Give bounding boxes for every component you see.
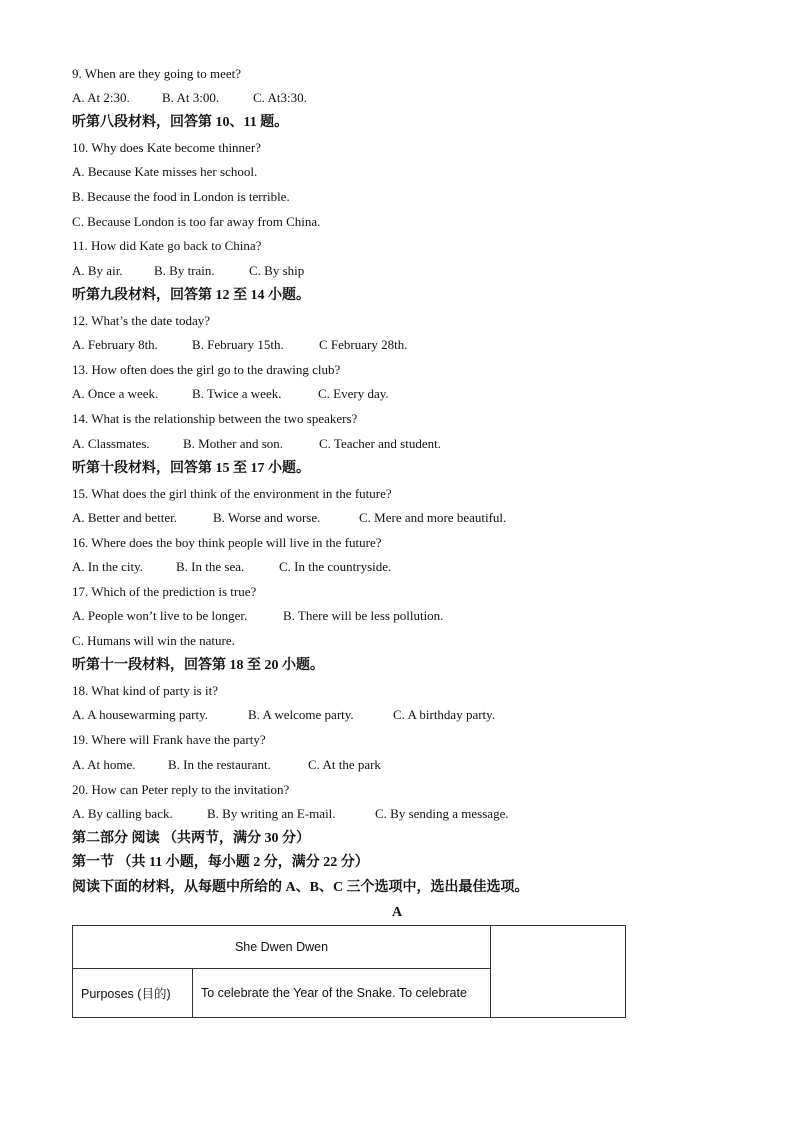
section-heading: 第二部分 阅读 （共两节，满分 30 分） xyxy=(72,831,310,846)
option-1-2: C. At3:30. xyxy=(253,90,307,105)
option-20-0: A. In the city. xyxy=(72,559,143,574)
option-8-0: A. By air. xyxy=(72,263,123,278)
question-line: 18. What kind of party is it? xyxy=(72,683,218,698)
question-line: 13. How often does the girl go to the drawing club? xyxy=(72,362,341,377)
option-1-0: A. At 2:30. xyxy=(72,90,130,105)
section-heading: 听第九段材料，回答第 12 至 14 小题。 xyxy=(72,288,310,303)
question-line: C. Because London is too far away from China. xyxy=(72,214,321,229)
table-row-label: Purposes (目的) xyxy=(73,969,193,1018)
question-line: C. Humans will win the nature. xyxy=(72,633,235,648)
option-13-1: B. Twice a week. xyxy=(192,386,282,401)
option-15-2: C. Teacher and student. xyxy=(319,436,441,451)
option-20-2: C. In the countryside. xyxy=(279,559,392,574)
question-line: 17. Which of the prediction is true? xyxy=(72,584,257,599)
section-heading: 阅读下面的材料，从每题中所给的 A、B、C 三个选项中，选出最佳选项。 xyxy=(72,880,529,895)
option-26-0: A. A housewarming party. xyxy=(72,707,208,722)
option-30-2: C. By sending a message. xyxy=(375,806,509,821)
section-heading: 听第十一段材料，回答第 18 至 20 小题。 xyxy=(72,658,324,673)
option-28-1: B. In the restaurant. xyxy=(168,757,271,772)
table-title: She Dwen Dwen xyxy=(73,926,491,969)
option-26-2: C. A birthday party. xyxy=(393,707,496,722)
option-13-0: A. Once a week. xyxy=(72,386,159,401)
question-line: 20. How can Peter reply to the invitation? xyxy=(72,782,290,797)
option-30-1: B. By writing an E-mail. xyxy=(207,806,336,821)
question-line: A. Because Kate misses her school. xyxy=(72,164,258,179)
option-13-2: C. Every day. xyxy=(318,386,389,401)
question-line: 15. What does the girl think of the environment in the future? xyxy=(72,486,392,501)
option-15-0: A. Classmates. xyxy=(72,436,150,451)
table-row-value: To celebrate the Year of the Snake. To celebrate xyxy=(193,969,491,1018)
table-image-cell xyxy=(491,926,626,1018)
section-heading: 听第八段材料，回答第 10、11 题。 xyxy=(72,115,289,130)
question-line: 16. Where does the boy think people will live in the future? xyxy=(72,535,382,550)
option-11-2: C February 28th. xyxy=(319,337,408,352)
option-15-1: B. Mother and son. xyxy=(183,436,284,451)
option-28-0: A. At home. xyxy=(72,757,136,772)
section-letter: A xyxy=(391,905,403,920)
question-line: B. Because the food in London is terrible. xyxy=(72,189,290,204)
option-26-1: B. A welcome party. xyxy=(248,707,354,722)
section-heading: 听第十段材料，回答第 15 至 17 小题。 xyxy=(72,461,310,476)
option-11-1: B. February 15th. xyxy=(192,337,284,352)
section-heading: 第一节 （共 11 小题，每小题 2 分，满分 22 分） xyxy=(72,855,369,870)
option-18-2: C. Mere and more beautiful. xyxy=(359,510,507,525)
option-18-0: A. Better and better. xyxy=(72,510,178,525)
question-line: 11. How did Kate go back to China? xyxy=(72,238,262,253)
option-18-1: B. Worse and worse. xyxy=(213,510,321,525)
option-28-2: C. At the park xyxy=(308,757,381,772)
option-30-0: A. By calling back. xyxy=(72,806,173,821)
option-1-1: B. At 3:00. xyxy=(162,90,220,105)
option-11-0: A. February 8th. xyxy=(72,337,158,352)
option-8-1: B. By train. xyxy=(154,263,215,278)
option-8-2: C. By ship xyxy=(249,263,305,278)
option-22-1: B. There will be less pollution. xyxy=(283,608,444,623)
question-line: 14. What is the relationship between the two speakers? xyxy=(72,411,358,426)
option-20-1: B. In the sea. xyxy=(176,559,245,574)
option-22-0: A. People won’t live to be longer. xyxy=(72,608,248,623)
question-line: 19. Where will Frank have the party? xyxy=(72,732,266,747)
question-line: 9. When are they going to meet? xyxy=(72,66,242,81)
question-line: 12. What’s the date today? xyxy=(72,313,211,328)
question-line: 10. Why does Kate become thinner? xyxy=(72,140,261,155)
info-table xyxy=(72,925,626,1018)
